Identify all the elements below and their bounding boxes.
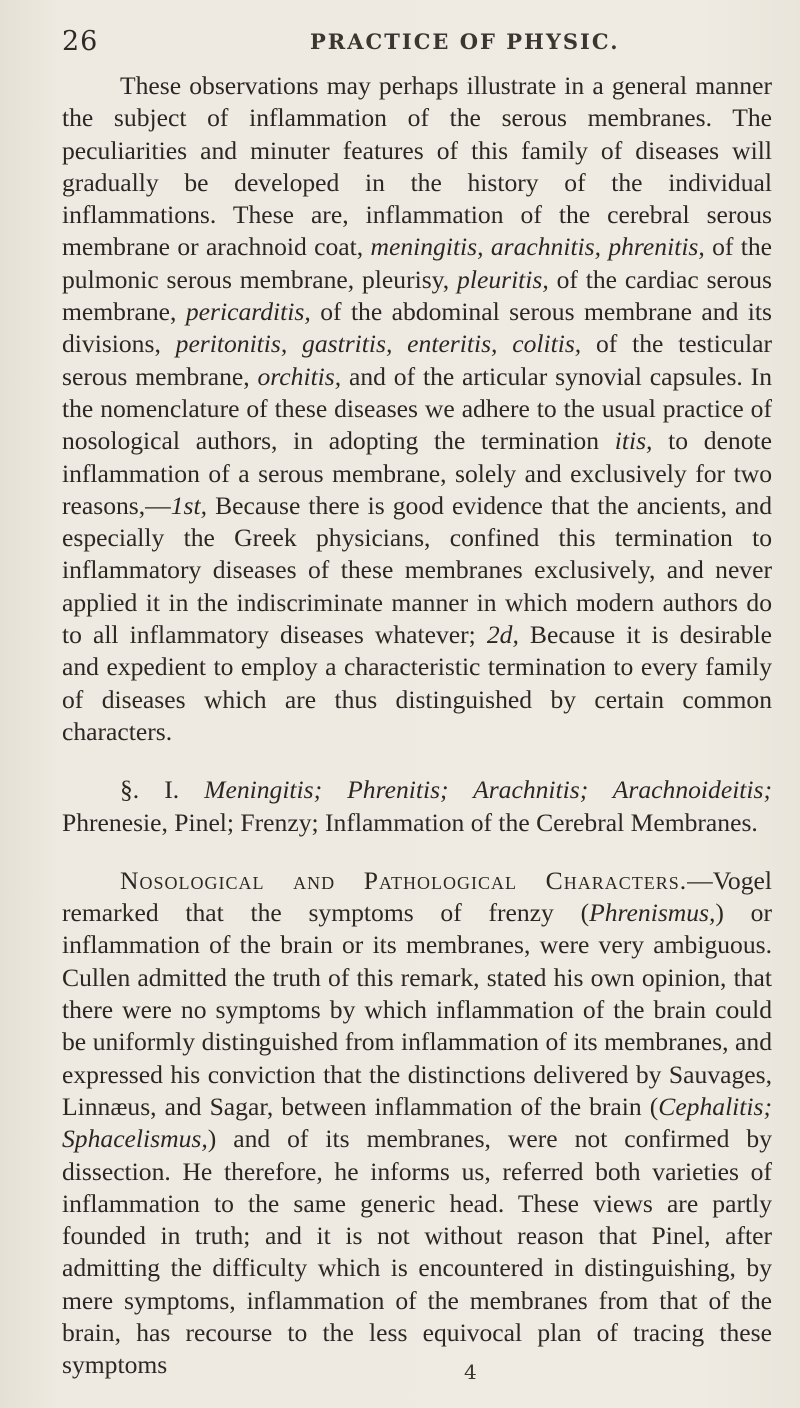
paragraph-introduction [62, 70, 772, 748]
text-run: itis, [614, 426, 653, 456]
body-text [62, 70, 772, 1382]
text-run: pericarditis, [185, 297, 311, 327]
text-run: peritonitis, gastritis, enteritis, colitis, [175, 329, 582, 359]
text-run: These observations may perhaps illustrate in a general manner the subject of inflammation of the serous membranes. The peculiarities and minuter features of this family of diseases will gradually be developed in the history of the individual inflammations. These are, inflammation of the cerebral serous membrane or arachnoid coat, [62, 71, 772, 262]
text-run: Because it is desirable and expedient to employ a characteristic termination to every family of diseases which are thus distinguished by certain common characters. [62, 620, 772, 746]
text-run: and of the articular synovial capsules. In the nomenclature of these diseases we adhere to the usual practice of nosological authors, in adopting the termination [62, 361, 772, 456]
section-heading-rest: Phrenesie, Pinel; Frenzy; Inflammation of the Cerebral Membranes. [62, 807, 758, 837]
text-run: ) and of its membranes, were not confirmed by dissection. He therefore, he informs us, referred both varieties of inflammation to the same generic head. These views are partly founded in truth; and it is not without reason that Pinel, after admitting the difficulty which is encountered in distinguishing, by mere symptoms, inflammation of the membranes from that of the brain, has recourse to the less equivocal plan of tracing these symptoms [62, 1124, 772, 1380]
running-title: PRACTICE OF PHYSIC. [310, 29, 620, 54]
text-run: to denote inflammation of a serous membrane, solely and exclusively for two reasons,— [62, 426, 772, 520]
text-run: 2d, [486, 620, 519, 650]
text-run: pleuritis, [457, 264, 549, 294]
section-heading-italic: Meningitis; Phrenitis; Arachnitis; Arachnoideitis; [204, 775, 773, 805]
section-heading [62, 774, 772, 839]
text-run: Phrenismus, [589, 898, 716, 928]
page-number: 26 [62, 26, 99, 57]
page-header [62, 26, 762, 66]
text-run: of the testicular serous membrane, [62, 329, 772, 391]
text-run: —Vogel remarked that the symptoms of frenzy ( [62, 865, 772, 928]
text-run: orchitis, [257, 361, 342, 391]
text-run: meningitis, arachnitis, phrenitis, [370, 232, 705, 262]
text-run: Nosological and Pathological Characters. [120, 865, 688, 895]
section-number: §. I. [120, 775, 180, 805]
text-run: ) or inflammation of the brain or its membranes, were very ambiguous. Cullen admitted the truth of this remark, stated his own opinion, that there were no symptoms by which inflammation of the brain could be uniformly distinguished from inflammation of its membranes, and expressed his conviction that the distinctions delivered by Sauvages, Linnæus, and Sagar, between inflammation of the brain ( [62, 898, 772, 1121]
text-run: of the abdominal serous membrane and its divisions, [62, 297, 772, 359]
paragraph-characters [62, 865, 772, 1382]
signature-mark: 4 [464, 1360, 477, 1384]
text-run: Because there is good evidence that the ancients, and especially the Greek physicians, confined this termination to inflammatory diseases of these membranes exclusively, and never applied it in the indiscriminate manner in which modern authors do to all inflammatory diseases whatever; [62, 490, 772, 650]
text-run: of the cardiac serous membrane, [62, 264, 772, 327]
text-run: Cephalitis; Sphacelismus, [62, 1091, 772, 1154]
text-run: of the pulmonic serous membrane, pleurisy, [62, 232, 772, 294]
text-run: 1st, [170, 490, 208, 520]
